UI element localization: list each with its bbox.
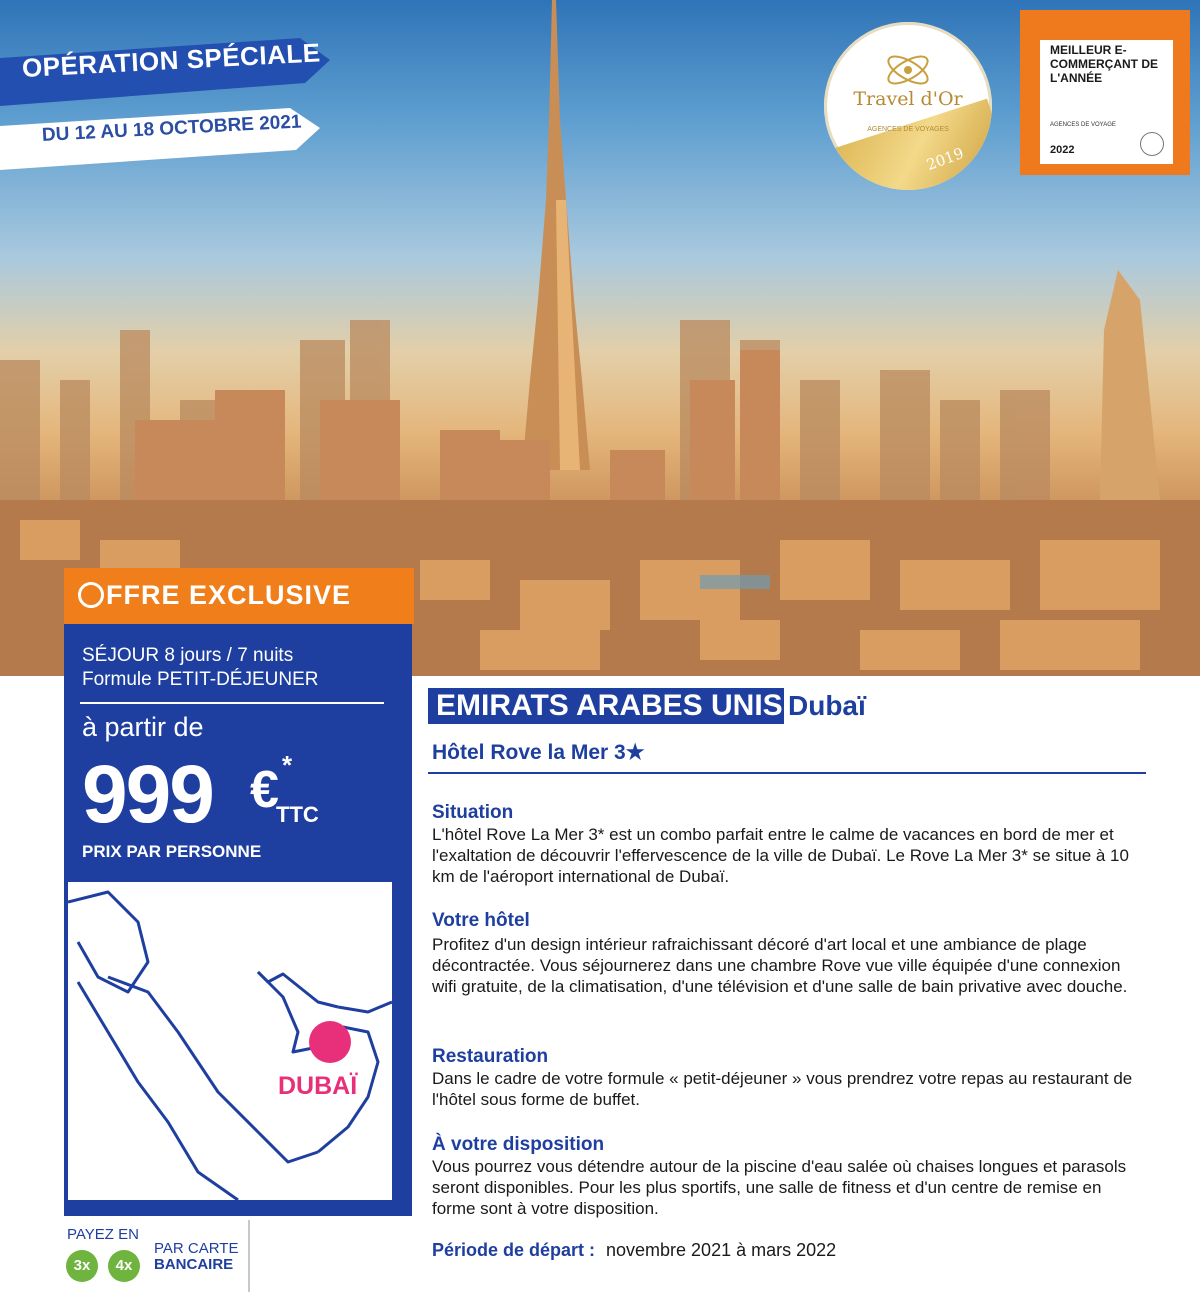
pay-4x-badge: 4x <box>108 1250 140 1282</box>
operation-dates: DU 12 AU 18 OCTOBRE 2021 <box>41 111 302 146</box>
location-map <box>68 882 392 1200</box>
operation-title: OPÉRATION SPÉCIALE <box>21 37 322 83</box>
section-text-restauration: Dans le cadre de votre formule « petit-déjeuner » vous prendrez votre repas au restaurant de l'hôtel sous forme de buffet. <box>432 1069 1133 1109</box>
departure-label: Période de départ : <box>432 1240 596 1260</box>
map-city-label: DUBAÏ <box>278 1072 358 1100</box>
section-text-hotel: Profitez d'un design intérieur rafraichissant décoré d'art local et une ambiance de plage décontractée. Vous séjournerez dans une chambre Rove vue ville équipée d'une connexion wifi gratuite, de la climatisation, d'une télévision et d'une salle de bain privative avec douche. <box>432 935 1128 996</box>
section-heading-disposition: À votre disposition <box>432 1134 605 1155</box>
stay-duration: SÉJOUR 8 jours / 7 nuits <box>82 645 294 666</box>
price-ttc: TTC <box>276 802 319 827</box>
travel-dor-name: Travel d'Or <box>853 88 963 110</box>
price-asterisk: * <box>282 750 293 780</box>
arabian-peninsula-map <box>68 882 392 1200</box>
pay-3x-badge: 3x <box>66 1250 98 1282</box>
price-per-person: PRIX PAR PERSONNE <box>82 842 262 861</box>
award-title: MEILLEUR E-COMMERÇANT DE L'ANNÉE <box>1050 43 1158 85</box>
board-formula: Formule PETIT-DÉJEUNER <box>82 669 319 690</box>
award-seal-icon <box>1140 132 1164 156</box>
payment-label: PAYEZ EN <box>67 1226 139 1243</box>
hotel-name: Hôtel Rove la Mer 3★ <box>432 741 645 764</box>
award-year: 2022 <box>1050 144 1075 156</box>
offer-title-text: FFRE EXCLUSIVE <box>106 580 352 610</box>
price-currency: € <box>250 761 279 819</box>
offer-divider <box>80 702 384 704</box>
travel-dor-year: 2019 <box>924 144 967 174</box>
section-text-situation: L'hôtel Rove La Mer 3* est un combo parfait entre le calme de vacances en bord de mer et l'exaltation de découvrir l'effervescence de la ville de Dubaï. Le Rove La Mer 3* se situe à 10 km de l'aéroport international de Dubaï. <box>432 825 1129 886</box>
country-name: EMIRATS ARABES UNIS <box>436 689 783 722</box>
section-heading-hotel: Votre hôtel <box>432 910 530 931</box>
award-badge <box>1020 10 1190 175</box>
travel-dor-sub: AGENCES DE VOYAGES <box>867 126 949 133</box>
payment-card-line1: PAR CARTE <box>154 1240 239 1257</box>
section-heading-situation: Situation <box>432 802 514 823</box>
section-text-disposition: Vous pourrez vous détendre autour de la piscine d'eau salée où chaises longues et parasols seront disponibles. Pour les plus sportifs, une salle de fitness et d'un centre de remise en forme sont à votre disposition. <box>432 1157 1127 1218</box>
payment-card-line2: BANCAIRE <box>154 1256 234 1273</box>
city-name: Dubaï <box>788 690 866 721</box>
travel-dor-badge <box>824 22 992 190</box>
section-heading-restauration: Restauration <box>432 1046 549 1067</box>
price-amount: 999 <box>82 749 213 840</box>
offer-title <box>76 580 351 611</box>
content-divider <box>428 772 1146 774</box>
award-subtitle: AGENCES DE VOYAGE <box>1050 122 1116 128</box>
price-from-label: à partir de <box>82 712 204 742</box>
dubai-marker <box>309 1021 351 1063</box>
departure-value: novembre 2021 à mars 2022 <box>606 1240 837 1260</box>
